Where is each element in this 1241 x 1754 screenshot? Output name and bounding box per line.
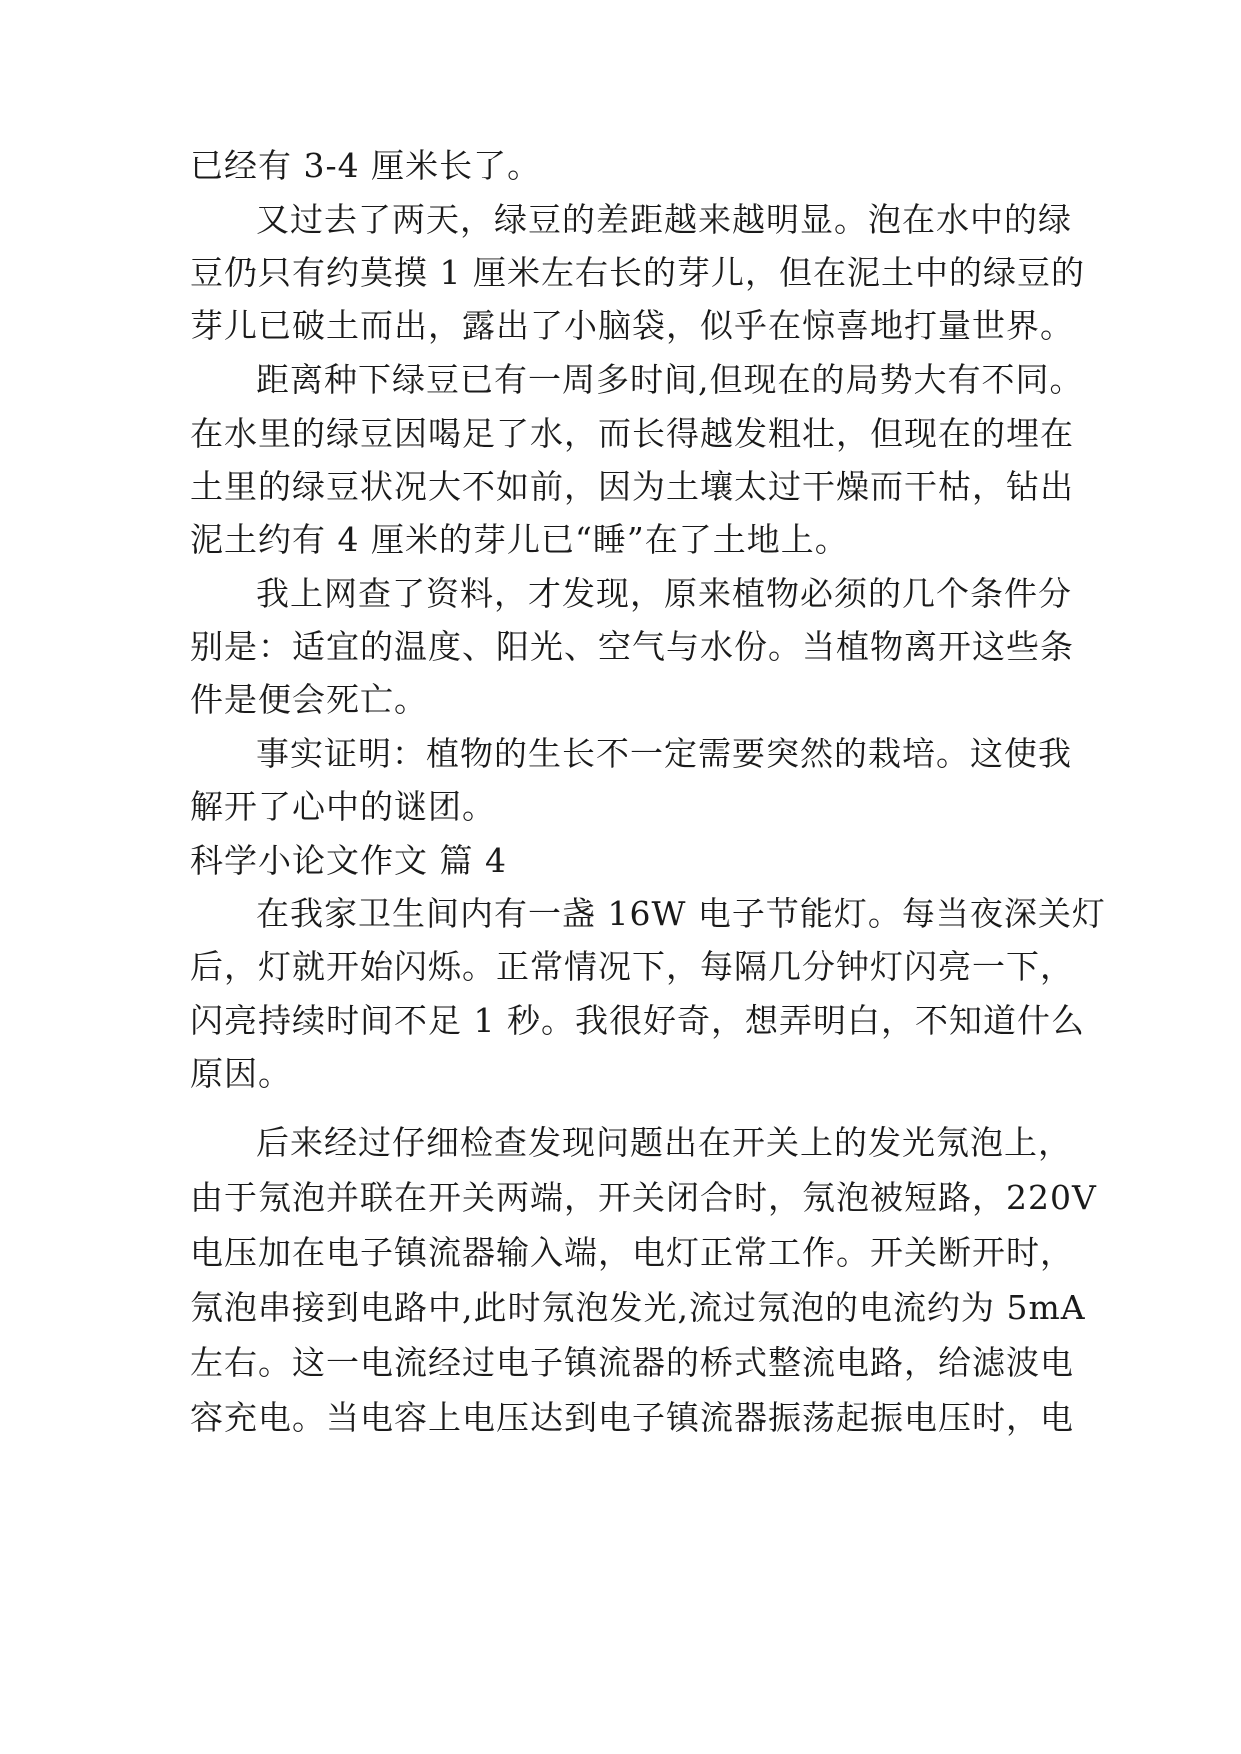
text-line: 芽儿已破土而出，露出了小脑袋，似乎在惊喜地打量世界。 xyxy=(190,306,1074,345)
text-line: 左右。这一电流经过电子镇流器的桥式整流电路，给滤波电 xyxy=(190,1343,1074,1382)
text-line: 氖泡串接到电路中,此时氖泡发光,流过氖泡的电流约为 5mA xyxy=(190,1288,1086,1327)
text-line: 由于氖泡并联在开关两端，开关闭合时，氖泡被短路，220V xyxy=(190,1178,1097,1217)
section-heading: 科学小论文作文 篇 4 xyxy=(190,841,507,880)
text-line: 闪亮持续时间不足 1 秒。我很好奇，想弄明白，不知道什么 xyxy=(190,1001,1085,1040)
paragraph-first-line: 在我家卫生间内有一盏 16W 电子节能灯。每当夜深关灯 xyxy=(256,894,1106,933)
text-line: 土里的绿豆状况大不如前，因为土壤太过干燥而干枯，钻出 xyxy=(190,467,1074,506)
text-line: 已经有 3-4 厘米长了。 xyxy=(190,146,542,185)
text-line: 件是便会死亡。 xyxy=(190,680,428,719)
paragraph-first-line: 距离种下绿豆已有一周多时间,但现在的局势大有不同。 xyxy=(256,360,1084,399)
text-line: 原因。 xyxy=(190,1054,292,1093)
paragraph-first-line: 又过去了两天，绿豆的差距越来越明显。泡在水中的绿 xyxy=(256,200,1072,239)
text-line: 在水里的绿豆因喝足了水，而长得越发粗壮，但现在的埋在 xyxy=(190,414,1074,453)
paragraph-first-line: 我上网查了资料，才发现，原来植物必须的几个条件分 xyxy=(256,574,1072,613)
text-line: 电压加在电子镇流器输入端，电灯正常工作。开关断开时， xyxy=(190,1233,1074,1272)
paragraph-first-line: 后来经过仔细检查发现问题出在开关上的发光氖泡上， xyxy=(256,1123,1072,1162)
text-line: 泥土约有 4 厘米的芽儿已“睡”在了土地上。 xyxy=(190,520,849,559)
text-line: 豆仍只有约莫摸 1 厘米左右长的芽儿，但在泥土中的绿豆的 xyxy=(190,253,1085,292)
text-line: 别是：适宜的温度、阳光、空气与水份。当植物离开这些条 xyxy=(190,627,1074,666)
paragraph-first-line: 事实证明：植物的生长不一定需要突然的栽培。这使我 xyxy=(256,734,1072,773)
text-line: 解开了心中的谜团。 xyxy=(190,787,496,826)
text-line: 后，灯就开始闪烁。正常情况下，每隔几分钟灯闪亮一下， xyxy=(190,947,1074,986)
text-line: 容充电。当电容上电压达到电子镇流器振荡起振电压时，电 xyxy=(190,1398,1074,1437)
